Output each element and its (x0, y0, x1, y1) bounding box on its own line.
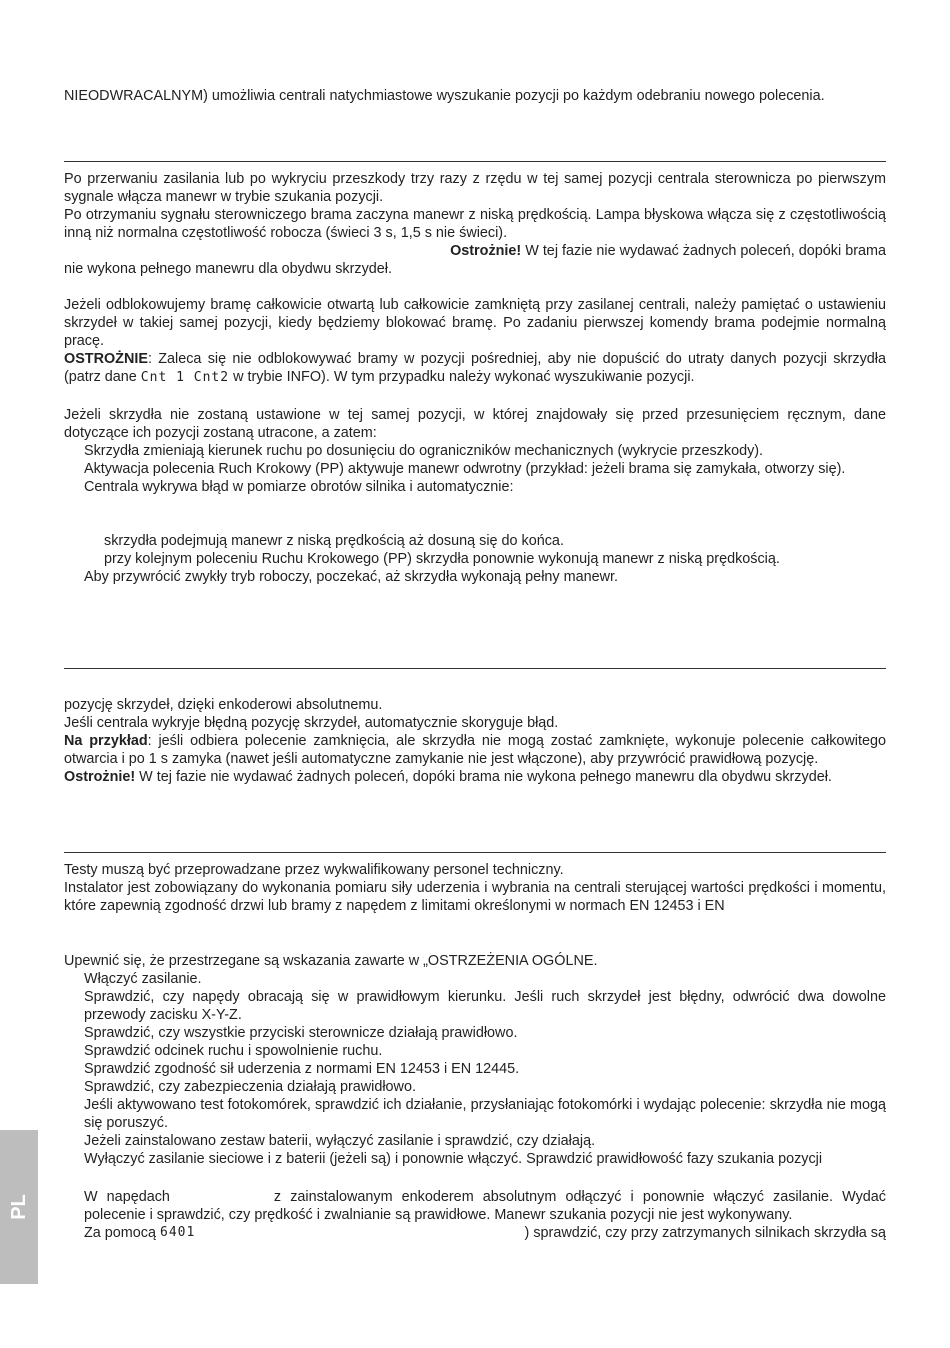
paragraph: Jeśli centrala wykryje błędną pozycję skrzydeł, automatycznie skoryguje błąd. (64, 715, 559, 731)
intro-line (64, 87, 886, 105)
section-divider-3 (64, 852, 886, 853)
paragraph (64, 1188, 886, 1224)
text-rest: z zainstalowanym enkoderem absolutnym odłączyć i ponownie włączyć zasilanie. Wydać polecenie i sprawdzić, czy prędkość i zwalnianie są prawidłowe. Manewr szukania pozycji nie jest wykonywany. (84, 1189, 886, 1223)
warning-paragraph (64, 350, 886, 387)
language-tab (0, 1130, 38, 1284)
check-item: Sprawdzić zgodność sił uderzenia z normami EN 12453 i EN 12445. (84, 1061, 520, 1077)
paragraph: pozycję skrzydeł, dzięki enkoderowi absolutnemu. (64, 697, 383, 713)
section-position-lost (64, 406, 886, 496)
paragraph: nie wykona pełnego manewru dla obydwu skrzydeł. (64, 261, 392, 277)
section-position-search (64, 170, 886, 278)
caution-label: Ostrożnie! (64, 769, 136, 785)
check-item: Sprawdzić, czy napędy obracają się w prawidłowym kierunku. Jeśli ruch skrzydeł jest błędny, odwrócić dwa dowolne przewody zacisku X-Y-Z. (84, 989, 886, 1023)
paragraph: Po otrzymaniu sygnału sterowniczego brama zaczyna manewr z niską prędkością. Lampa błyskowa włącza się z częstotliwością inną niż normalna częstotliwość robocza (świeci 3 s, 1,5 s nie świeci). (64, 207, 886, 241)
text-start: Za pomocą (84, 1225, 156, 1241)
check-item: Włączyć zasilanie. (84, 971, 202, 987)
display-code: Cnt 1 Cnt2 (140, 370, 230, 385)
list-item: Centrala wykrywa błąd w pomiarze obrotów silnika i automatycznie: (84, 479, 514, 495)
paragraph: Testy muszą być przeprowadzane przez wykwalifikowany personel techniczny. (64, 862, 564, 878)
caution-note (64, 242, 886, 260)
section-encoder (64, 696, 886, 786)
paragraph: Instalator jest zobowiązany do wykonania pomiaru siły uderzenia i wybrania na centrali sterującej wartości prędkości i momentu, które zapewnią zgodność drzwi lub bramy z napędem z limitami określonymi w normach EN 12453 i EN (64, 880, 886, 914)
example-label: Na przykład (64, 733, 148, 749)
paragraph: Po przerwaniu zasilania lub po wykryciu przeszkody trzy razy z rzędu w tej samej pozycji centrala sterownicza po pierwszym sygnale włącza manewr w trybie szukania pozycji. (64, 171, 886, 205)
list-item: Aktywacja polecenia Ruch Krokowy (PP) aktywuje manewr odwrotny (przykład: jeżeli brama się zamykała, otworzy się). (84, 461, 846, 477)
section-checklist (64, 952, 886, 1168)
paragraph: Jeżeli skrzydła nie zostaną ustawione w tej samej pozycji, w której znajdowały się przed przesunięciem ręcznym, dane dotyczące ich pozycji zostaną utracone, a zatem: (64, 407, 886, 441)
text-rest: ) sprawdzić, czy przy zatrzymanych silnikach skrzydła są (524, 1225, 886, 1241)
check-item: Sprawdzić, czy zabezpieczenia działają prawidłowo. (84, 1079, 416, 1095)
section-divider-2 (64, 668, 886, 669)
paragraph: Jeżeli odblokowujemy bramę całkowicie otwartą lub całkowicie zamkniętą przy zasilanej centrali, należy pamiętać o ustawieniu skrzydeł w takiej samej pozycji, kiedy będziemy blokować bramę. Po zadaniu pierwszej komendy brama podejmie normalną pracę. (64, 297, 886, 349)
check-item: Sprawdzić, czy wszystkie przyciski sterownicze działają prawidłowo. (84, 1025, 518, 1041)
warning-text-end: w trybie INFO). W tym przypadku należy wykonać wyszukiwanie pozycji. (229, 369, 695, 385)
warning-text: : Zaleca się nie odblokowywać bramy w pozycji pośredniej, aby nie dopuścić do utraty danych pozycji skrzydła (patrz dane (64, 351, 886, 385)
section-testing (64, 861, 886, 915)
example-paragraph (64, 732, 886, 768)
list-item: Skrzydła zmieniają kierunek ruchu po dosunięciu do ograniczników mechanicznych (wykrycie przeszkody). (84, 443, 764, 459)
section-unlock-note (64, 296, 886, 387)
display-code: 6401 (160, 1225, 196, 1240)
section-encoder-check (64, 1188, 886, 1242)
check-item: Jeżeli zainstalowano zestaw baterii, wyłączyć zasilanie i sprawdzić, czy działają. (84, 1133, 596, 1149)
section-divider-1 (64, 161, 886, 162)
caution-note (64, 768, 886, 786)
paragraph (64, 1224, 886, 1242)
example-text: : jeśli odbiera polecenie zamknięcia, ale skrzydła nie mogą zostać zamknięte, wykonuje polecenie całkowitego otwarcia i po 1 s zamyka (nawet jeśli automatyczne zamykanie nie jest włączone), aby przywrócić prawidłową pozycję. (64, 733, 887, 767)
check-item: Jeśli aktywowano test fotokomórek, sprawdzić ich działanie, przysłaniając fotokomórki i wydając polecenie: skrzydła nie mogą się poruszyć. (84, 1097, 886, 1131)
paragraph: Upewnić się, że przestrzegane są wskazania zawarte w „OSTRZEŻENIA OGÓLNE. (64, 953, 598, 969)
list-item: skrzydła podejmują manewr z niską prędkością aż dosuną się do końca. (104, 533, 564, 549)
paragraph: Aby przywrócić zwykły tryb roboczy, poczekać, aż skrzydła wykonają pełny manewr. (84, 569, 618, 585)
intro-text: NIEODWRACALNYM) umożliwia centrali natychmiastowe wyszukanie pozycji po każdym odebraniu nowego polecenia. (64, 88, 825, 104)
caution-text: W tej fazie nie wydawać żadnych poleceń, dopóki brama nie wykona pełnego manewru dla obydwu skrzydeł. (135, 769, 832, 785)
list-item: przy kolejnym poleceniu Ruchu Krokowego (PP) skrzydła ponownie wykonują manewr z niską prędkością. (104, 551, 780, 567)
text-start: W napędach (84, 1189, 170, 1205)
check-item: Sprawdzić odcinek ruchu i spowolnienie ruchu. (84, 1043, 383, 1059)
caution-label: Ostrożnie! (450, 243, 522, 259)
caution-text: W tej fazie nie wydawać żadnych poleceń, dopóki brama (521, 243, 886, 259)
language-label: PL (8, 1194, 30, 1220)
check-item: Wyłączyć zasilanie sieciowe i z baterii (jeżeli są) i ponownie włączyć. Sprawdzić prawidłowość fazy szukania pozycji (84, 1151, 823, 1167)
warning-label: OSTROŻNIE (64, 351, 148, 367)
section-auto-actions (64, 532, 886, 586)
